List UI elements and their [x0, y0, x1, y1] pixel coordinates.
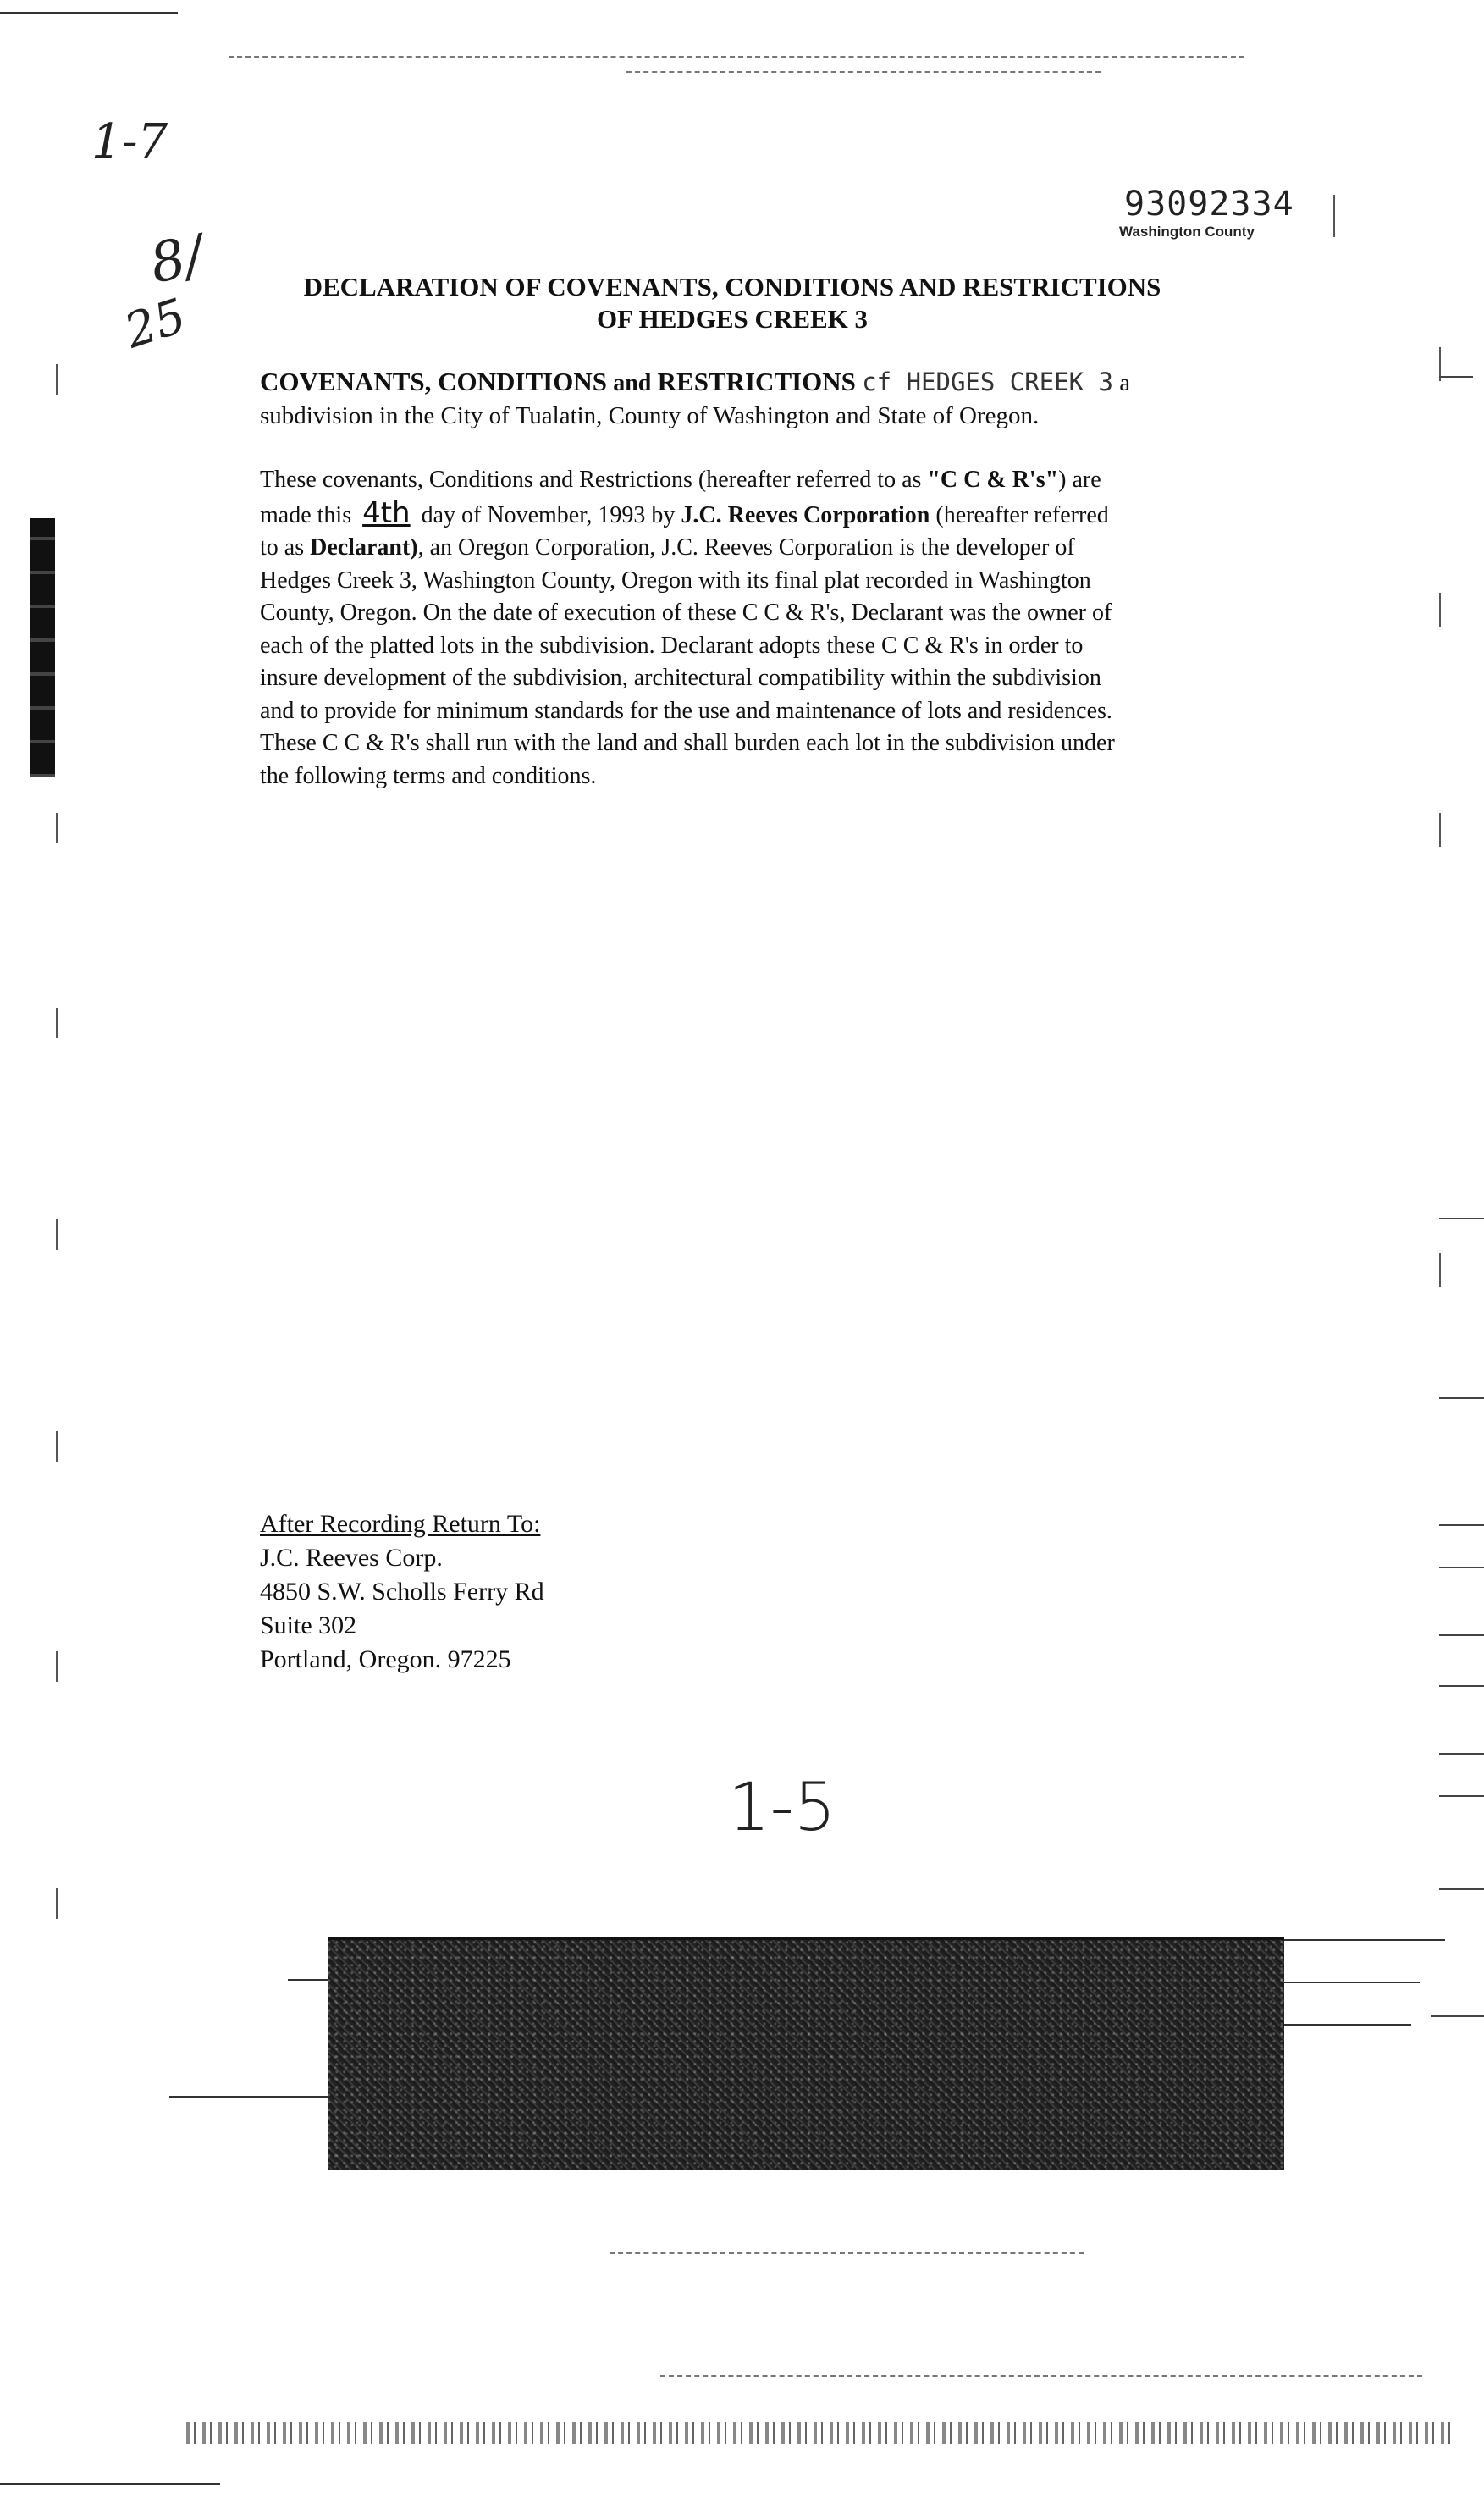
margin-tick — [56, 813, 58, 843]
intro-bold-1: COVENANTS, CONDITIONS — [260, 367, 607, 396]
scan-line — [1284, 2024, 1411, 2026]
margin-tick — [56, 1888, 58, 1919]
scan-line-top — [229, 56, 1244, 58]
margin-dash — [1439, 1524, 1484, 1526]
body-text: day of November, 1993 by — [415, 501, 681, 528]
handwritten-margin-fraction: 8/ — [144, 224, 210, 296]
scan-line-top — [0, 12, 178, 14]
margin-dash — [1439, 1685, 1484, 1687]
intro-and: and — [613, 370, 652, 396]
margin-tick — [56, 1651, 58, 1682]
body-text: made this — [260, 501, 358, 528]
intro-line-2: subdivision in the City of Tualatin, County of Washington and State of Oregon. — [260, 402, 1040, 429]
body-text: , an Oregon Corporation, J.C. Reeves Corporation is the developer of — [417, 534, 1075, 561]
scan-line-bottom — [0, 2483, 220, 2485]
body-line: each of the platted lots in the subdivision. Declarant adopts these C C & R's in order to — [260, 632, 1084, 659]
body-line — [260, 464, 1233, 497]
document-number: 93092334 — [1124, 185, 1294, 224]
intro-paragraph — [260, 366, 1233, 432]
margin-dash — [1439, 1888, 1484, 1890]
handwritten-margin-fraction: 25 — [118, 288, 193, 360]
body-text: These covenants, Conditions and Restrictions (hereafter referred to as — [260, 467, 928, 493]
return-line: Suite 302 — [260, 1611, 357, 1639]
scan-edge-bar — [30, 518, 55, 777]
declarant-term: Declarant) — [310, 534, 418, 561]
margin-dash — [1439, 1753, 1484, 1755]
ccr-abbrev: "C C & R's" — [927, 467, 1059, 493]
margin-tick — [1439, 813, 1441, 847]
scan-line — [288, 1979, 328, 1981]
margin-tick — [56, 364, 58, 395]
body-line — [260, 497, 1233, 533]
intro-line-1 — [260, 366, 1233, 400]
margin-dash — [1439, 1795, 1484, 1797]
scan-line — [660, 2375, 1422, 2377]
return-line: 4850 S.W. Scholls Ferry Rd — [260, 1578, 544, 1606]
county-stamp: Washington County — [1119, 224, 1255, 240]
body-line: Hedges Creek 3, Washington County, Oregon with its final plat recorded in Washington — [260, 567, 1091, 594]
scan-line — [1284, 1982, 1420, 1983]
intro-suffix: a — [1119, 369, 1131, 396]
margin-tick — [1439, 1253, 1441, 1287]
scan-line — [169, 2096, 330, 2098]
body-line: the following terms and conditions. — [260, 762, 597, 789]
redaction-block — [328, 1937, 1284, 2170]
margin-dash — [1439, 1218, 1484, 1219]
handwritten-margin-note: 1-7 — [91, 114, 168, 169]
intro-garbled-text: cf HEDGES CREEK 3 — [862, 368, 1113, 396]
scan-line — [1284, 1939, 1445, 1941]
body-line — [260, 532, 1233, 565]
handwritten-day: 4th — [362, 495, 411, 530]
margin-dash — [1439, 1397, 1484, 1399]
body-line: insure development of the subdivision, architectural compatibility within the subdivision — [260, 665, 1101, 691]
body-line: and to provide for minimum standards for the use and maintenance of lots and residences. — [260, 697, 1112, 724]
body-text: to as — [260, 534, 311, 561]
body-text: ) are — [1058, 467, 1101, 493]
corporation-name: J.C. Reeves Corporation — [681, 501, 930, 528]
margin-tick — [56, 1008, 58, 1038]
margin-dash — [1431, 2015, 1484, 2017]
handwritten-page-reference: 1-5 — [728, 1770, 836, 1846]
margin-tick — [1333, 195, 1335, 237]
scan-line-top — [626, 71, 1101, 73]
body-line: These C C & R's shall run with the land and shall burden each lot in the subdivision under — [260, 730, 1115, 756]
return-heading: After Recording Return To: — [260, 1510, 541, 1538]
margin-dash — [1439, 376, 1473, 378]
scan-noise-strip — [186, 2422, 1456, 2444]
title-line-1: DECLARATION OF COVENANTS, CONDITIONS AND RESTRICTIONS — [303, 272, 1161, 301]
margin-dash — [1439, 1567, 1484, 1568]
return-line: Portland, Oregon. 97225 — [260, 1645, 511, 1673]
title-line-2: OF HEDGES CREEK 3 — [596, 304, 869, 334]
body-line: County, Oregon. On the date of execution of these C C & R's, Declarant was the owner of — [260, 600, 1112, 626]
body-text: (hereafter referred — [930, 501, 1109, 528]
margin-dash — [1439, 1634, 1484, 1636]
intro-bold-2: RESTRICTIONS — [657, 367, 856, 396]
scan-line — [610, 2252, 1084, 2254]
margin-tick — [1439, 593, 1441, 627]
margin-tick — [56, 1219, 58, 1250]
margin-tick — [56, 1431, 58, 1462]
return-address-block — [260, 1507, 544, 1677]
body-paragraph — [260, 464, 1233, 793]
document-title — [279, 271, 1185, 335]
return-line: J.C. Reeves Corp. — [260, 1544, 443, 1572]
